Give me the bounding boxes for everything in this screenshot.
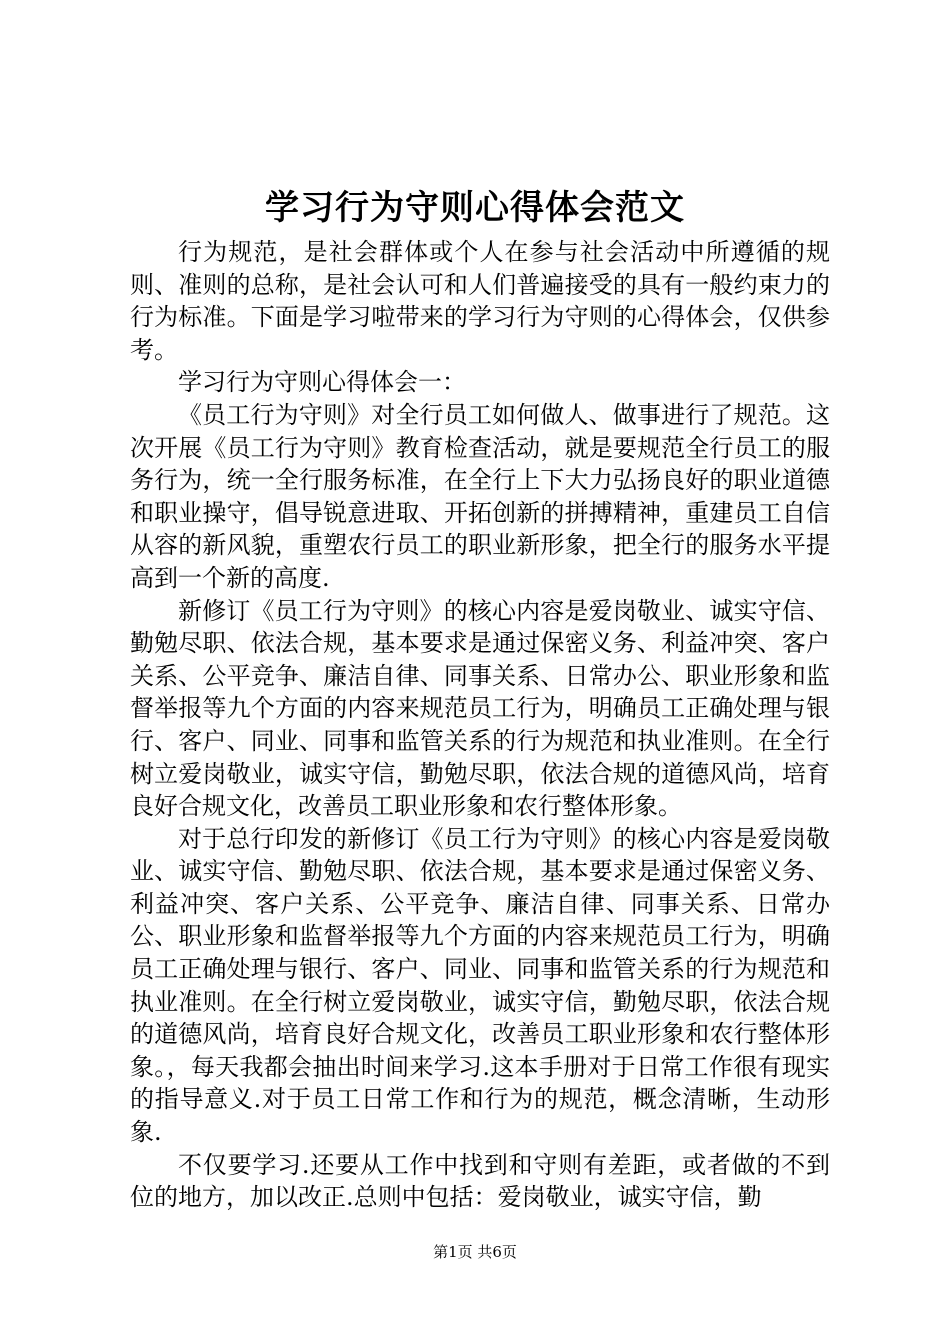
document-title: 学习行为守则心得体会范文	[265, 188, 685, 228]
paragraph-body: 对于总行印发的新修订《员工行为守则》的核心内容是爱岗敬业、诚实守信、勤勉尽职、依法合规，基本要求是通过保密义务、利益冲突、客户关系、公平竞争、廉洁自律、同事关系、日常办公、职业形象和监督举报等九个方面的内容来规范员工行为，明确员工正确处理与银行、客户、同业、同事和监管关系的行为规范和执业准则。在全行树立爱岗敬业，诚实守信，勤勉尽职，依法合规的道德风尚，培育良好合规文化，改善员工职业形象和农行整体形象。，每天我都会抽出时间来学习.这本手册对于日常工作很有现实的指导意义.对于员工日常工作和行为的规范，概念清晰，生动形象.	[130, 824, 830, 1147]
paragraph-body: 新修订《员工行为守则》的核心内容是爱岗敬业、诚实守信、勤勉尽职、依法合规，基本要求是通过保密义务、利益冲突、客户关系、公平竞争、廉洁自律、同事关系、日常办公、职业形象和监督举报等九个方面的内容来规范员工行为，明确员工正确处理与银行、客户、同业、同事和监管关系的行为规范和执业准则。在全行树立爱岗敬业，诚实守信，勤勉尽职，依法合规的道德风尚，培育良好合规文化，改善员工职业形象和农行整体形象。	[130, 596, 830, 821]
document-body	[130, 236, 830, 1214]
paragraph-body: 《员工行为守则》对全行员工如何做人、做事进行了规范。这次开展《员工行为守则》教育检查活动，就是要规范全行员工的服务行为，统一全行服务标准，在全行上下大力弘扬良好的职业道德和职业操守，倡导锐意进取、开拓创新的拼搏精神，重建员工自信从容的新风貌，重塑农行员工的职业新形象，把全行的服务水平提高到一个新的高度.	[130, 400, 830, 592]
paragraph-intro: 行为规范，是社会群体或个人在参与社会活动中所遵循的规则、准则的总称，是社会认可和人们普遍接受的具有一般约束力的行为标准。下面是学习啦带来的学习行为守则的心得体会，仅供参考。	[130, 238, 830, 364]
paragraph-body: 不仅要学习.还要从工作中找到和守则有差距，或者做的不到位的地方，加以改正.总则中包括：爱岗敬业，诚实守信，勤	[130, 1150, 830, 1212]
page-number-footer: 第1页 共6页	[433, 1243, 517, 1261]
paragraph-section-heading: 学习行为守则心得体会一：	[178, 368, 466, 397]
